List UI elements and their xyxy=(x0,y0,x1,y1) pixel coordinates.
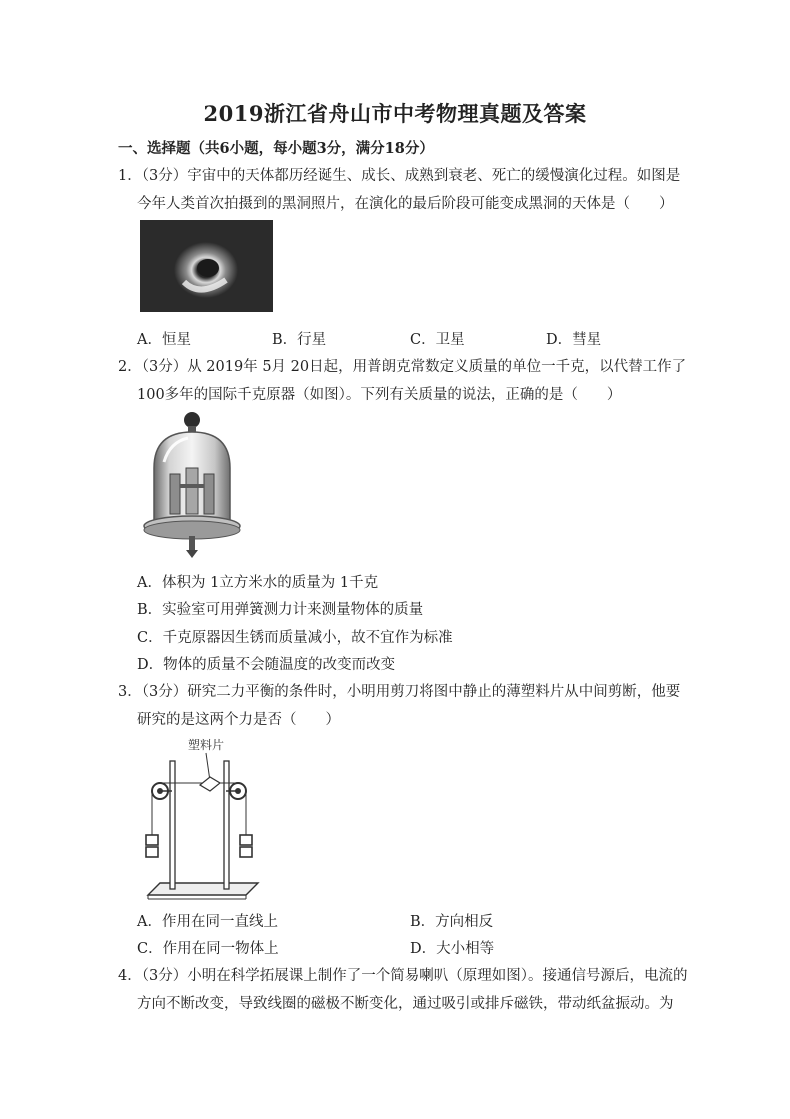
section-heading: 一、选择题（共6小题，每小题3分，满分18分） xyxy=(118,140,434,157)
question-2-option-b: B．实验室可用弹簧测力计来测量物体的质量 xyxy=(137,602,424,618)
document-title: 2019浙江省舟山市中考物理真题及答案 xyxy=(203,101,587,126)
question-1-option-c: C．卫星 xyxy=(410,332,465,348)
question-2-option-a: A．体积为 1立方米水的质量为 1千克 xyxy=(137,575,379,591)
question-3-option-b: B．方向相反 xyxy=(410,914,494,930)
kilogram-prototype-photo xyxy=(140,410,245,560)
question-2-line-2: 100多年的国际千克原器（如图）。下列有关质量的说法，正确的是（ ） xyxy=(137,387,622,403)
question-3-option-d: D．大小相等 xyxy=(410,941,495,957)
question-2-option-c: C．千克原器因生锈而质量减小，故不宜作为标准 xyxy=(137,630,453,646)
question-3-line-2: 研究的是这两个力是否（ ） xyxy=(137,712,340,728)
question-1-line-1: 1．（3分）宇宙中的天体都历经诞生、成长、成熟到衰老、死亡的缓慢演化过程。如图是 xyxy=(118,168,681,184)
question-3-option-c: C．作用在同一物体上 xyxy=(137,941,279,957)
question-3-line-1: 3．（3分）研究二力平衡的条件时，小明用剪刀将图中静止的薄塑料片从中间剪断，他要 xyxy=(118,684,681,700)
question-2-line-1: 2．（3分）从 2019年 5月 20日起，用普朗克常数定义质量的单位一千克，以代替工作了 xyxy=(118,359,687,375)
question-2-option-d: D．物体的质量不会随温度的改变而改变 xyxy=(137,657,396,673)
plastic-sheet-label: 塑料片 xyxy=(188,738,225,752)
question-3-option-a: A．作用在同一直线上 xyxy=(137,914,278,930)
question-1-line-2: 今年人类首次拍摄到的黑洞照片，在演化的最后阶段可能变成黑洞的天体是（ ） xyxy=(137,196,674,212)
question-1-option-d: D．彗星 xyxy=(546,332,602,348)
question-4-line-2: 方向不断改变，导致线圈的磁极不断变化，通过吸引或排斥磁铁，带动纸盆振动。为 xyxy=(137,996,674,1012)
question-1-option-a: A．恒星 xyxy=(137,332,191,348)
question-1-option-b: B．行星 xyxy=(272,332,327,348)
black-hole-photo xyxy=(140,220,273,312)
two-force-balance-diagram xyxy=(140,735,265,900)
question-4-line-1: 4．（3分）小明在科学拓展课上制作了一个简易喇叭（原理如图）。接通信号源后，电流的 xyxy=(118,968,688,984)
